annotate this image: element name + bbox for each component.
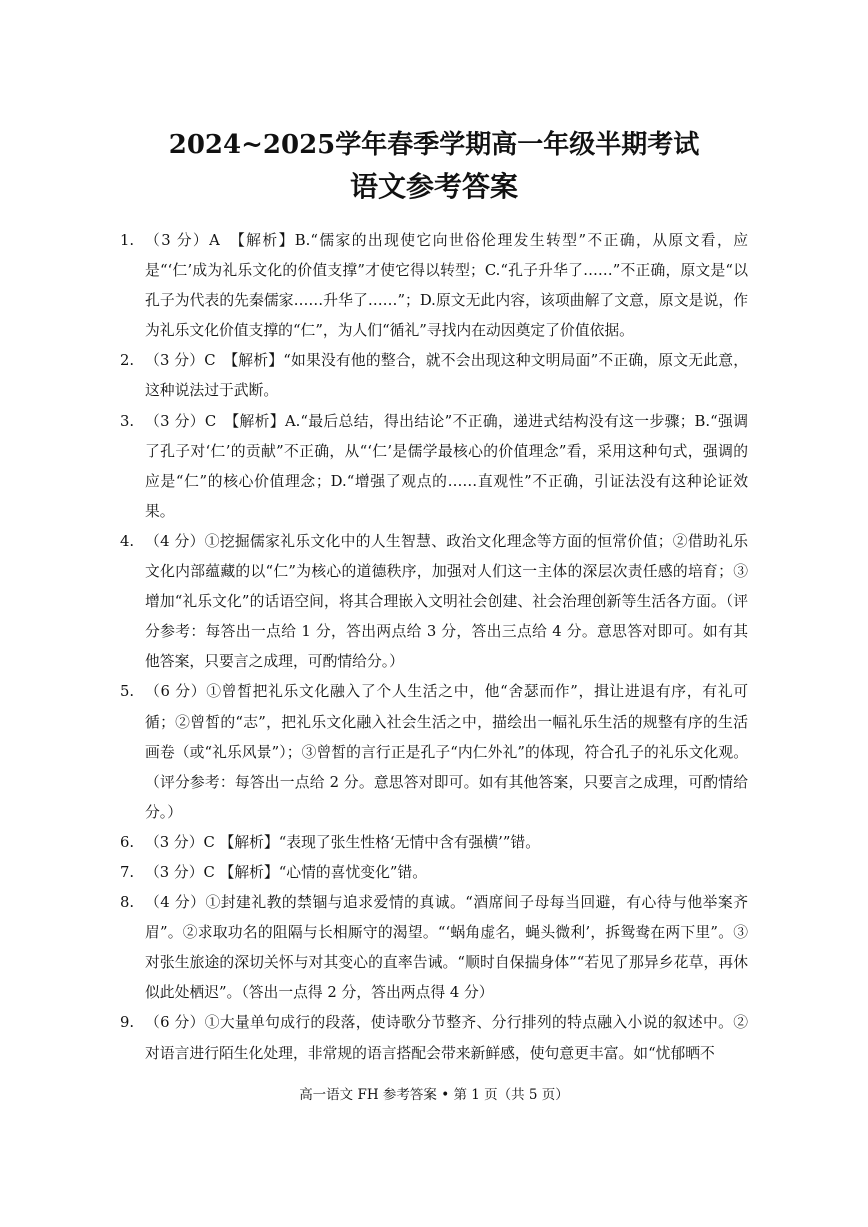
answer-text: （3 分）C 【解析】A.“最后总结，得出结论”不正确，递进式结构没有这一步骤；B.“强调了孔子对‘仁’的贡献”不正确，从“‘仁’是儒学最核心的价值理念”看，采用这种句式，强调的应是“仁”的核心价值理念；D.“增强了观点的……直观性”不正确，引证法没有这种论证效果。: [145, 412, 748, 520]
answer-text: （4 分）①封建礼教的禁锢与追求爱情的真诚。“酒席间子母每当回避，有心待与他举案齐眉”。②求取功名的阻隔与长相厮守的渴望。“‘蜗角虚名，蝇头微利’，拆鸳鸯在两下里”。③对张生旅途的深切关怀与对其变心的直率告诫。“顺时自保揣身体”“若见了那异乡花草，再休似此处栖迟”。（答出一点得 2 分，答出两点得 4 分）: [145, 894, 748, 1002]
answer-list: [120, 226, 748, 1069]
answer-text: （6 分）①曾皙把礼乐文化融入了个人生活之中，他“舍瑟而作”，揖让进退有序，有礼可循；②曾皙的“志”，把礼乐文化融入社会生活之中，描绘出一幅礼乐生活的规整有序的生活画卷（或“礼乐风景”）；③曾皙的言行正是孔子“内仁外礼”的体现，符合孔子的礼乐文化观。（评分参考：每答出一点给 2 分。意思答对即可。如有其他答案，只要言之成理，可酌情给分。）: [145, 683, 748, 821]
page-footer: 高一语文 FH 参考答案 • 第 1 页（共 5 页）: [299, 1087, 569, 1103]
answer-text: （3 分）C 【解析】“表现了张生性格‘无情中含有强横’”错。: [145, 833, 541, 851]
answer-text: （6 分）①大量单句成行的段落，使诗歌分节整齐、分行排列的特点融入小说的叙述中。②对语言进行陌生化处理，非常规的语言搭配会带来新鲜感，使句意更丰富。如“忧郁晒不: [145, 1014, 748, 1062]
answer-item: [120, 828, 748, 858]
answer-number: 3.: [120, 412, 135, 430]
answer-number: 4.: [120, 532, 135, 550]
answer-item: [120, 346, 748, 406]
answer-item: [120, 677, 748, 827]
answer-number: 9.: [120, 1014, 135, 1032]
answer-number: 5.: [120, 683, 135, 701]
answer-item: [120, 226, 748, 346]
answer-number: 1.: [120, 232, 135, 249]
document-title: 2024~2025学年春季学期高一年级半期考试: [168, 130, 700, 160]
answer-number: 6.: [120, 833, 135, 851]
answer-text: （3 分）C 【解析】“心情的喜忧变化”错。: [145, 863, 428, 881]
answer-item: [120, 888, 748, 1008]
answer-number: 7.: [120, 863, 135, 881]
answer-item: [120, 407, 748, 527]
answer-item: [120, 527, 748, 677]
document-subtitle: 语文参考答案: [349, 170, 518, 203]
answer-text: （3 分）A 【解析】B.“儒家的出现使它向世俗伦理发生转型”不正确，从原文看，应是“‘仁’成为礼乐文化的价值支撑”才使它得以转型；C.“孔子升华了……”不正确，原文是“以孔子为代表的先秦儒家……升华了……”；D.原文无此内容，该项曲解了文意，原文是说，作为礼乐文化价值支撑的“仁”，为人们“循礼”寻找内在动因奠定了价值依据。: [145, 232, 748, 340]
answer-number: 2.: [120, 352, 135, 370]
answer-text: （3 分）C 【解析】“如果没有他的整合，就不会出现这种文明局面”不正确，原文无此意，这种说法过于武断。: [145, 352, 748, 400]
answer-item: [120, 1008, 748, 1068]
answer-text: （4 分）①挖掘儒家礼乐文化中的人生智慧、政治文化理念等方面的恒常价值；②借助礼乐文化内部蕴藏的以“仁”为核心的道德秩序，加强对人们这一主体的深层次责任感的培育；③增加“礼乐文化”的话语空间，将其合理嵌入文明社会创建、社会治理创新等生活各方面。（评分参考：每答出一点给 1 分，答出两点给 3 分，答出三点给 4 分。意思答对即可。如有其他答案，只要言之成理，可酌情给分。）: [145, 532, 748, 671]
answer-item: [120, 858, 748, 888]
answer-number: 8.: [120, 894, 135, 912]
